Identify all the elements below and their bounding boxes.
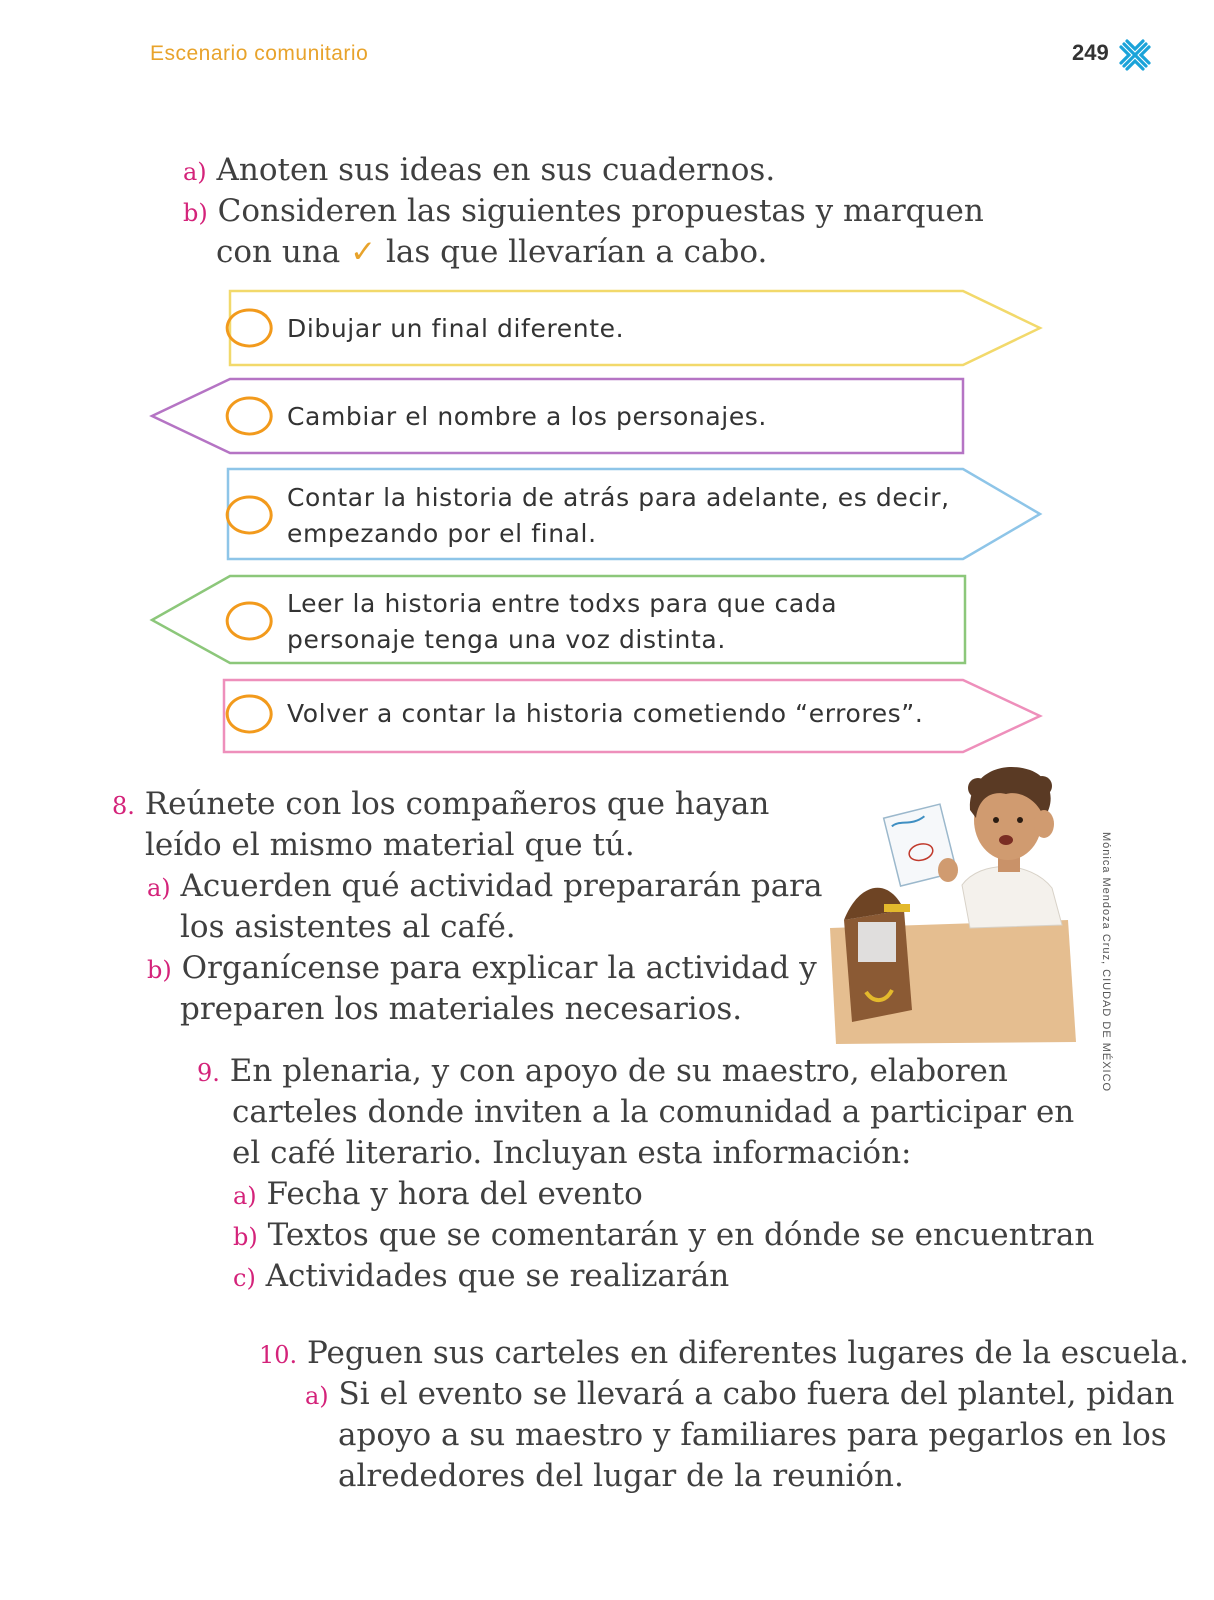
item8-a-cont: los asistentes al café. [180,909,516,945]
list-marker: a) [147,874,171,902]
list-marker: b) [233,1223,258,1251]
item10-a [305,1374,1174,1417]
item8-b-cont: preparen los materiales necesarios. [180,991,743,1027]
item9-text: En plenaria, y con apoyo de su maestro, elaboren [229,1053,1008,1089]
item9-cont-2: el café literario. Incluyan esta información: [232,1135,912,1171]
list-marker: a) [233,1182,257,1210]
list-marker: c) [233,1264,256,1292]
item7-b-text-2a: con una [216,234,341,270]
checkbox-circle-3 [227,497,271,533]
item9-a [233,1174,643,1217]
option-1-text: Dibujar un final diferente. [287,314,625,343]
item9-c [233,1256,729,1299]
option-4-text: Leer la historia entre todxs para que cada [287,589,838,618]
list-marker: b) [183,199,208,227]
section-title: Escenario comunitario [150,42,369,65]
checkbox-circle-4 [227,603,271,639]
item8-b-text: Organícense para explicar la actividad y [181,950,817,986]
item8-a [147,866,822,909]
item9-c-text: Actividades que se realizarán [265,1258,730,1294]
item8-cont: leído el mismo material que tú. [145,827,635,863]
illustration-credit: Mónica Mendoza Cruz, CIUDAD DE MÉXICO [1100,832,1112,1093]
checkbox-circle-5 [227,696,271,732]
option-5-text: Volver a contar la historia cometiendo “errores”. [287,699,924,728]
option-2-text: Cambiar el nombre a los personajes. [287,402,767,431]
item7-b-text: Consideren las siguientes propuestas y marquen [217,193,984,229]
list-marker: a) [305,1382,329,1410]
item10-a-cont-1: apoyo a su maestro y familiares para pegarlos en los [338,1417,1167,1453]
item7-b-text-2b: las que llevarían a cabo. [385,234,768,270]
item8-b [147,948,817,991]
item10-a-cont-2: alrededores del lugar de la reunión. [338,1458,904,1494]
option-4-text-2: personaje tenga una voz distinta. [287,625,726,654]
option-3-text: Contar la historia de atrás para adelante, es decir, [287,483,950,512]
option-3-text-2: empezando por el final. [287,519,597,548]
check-icon: ✓ [350,234,377,270]
item7-a-text: Anoten sus ideas en sus cuadernos. [216,152,776,188]
item9-cont-1: carteles donde inviten a la comunidad a participar en [232,1094,1075,1130]
list-marker: a) [183,158,207,186]
list-number: 9. [197,1059,220,1087]
list-number: 10. [259,1341,298,1369]
page-number: 249 [1072,40,1109,65]
item9 [197,1051,1008,1094]
item9-b-text: Textos que se comentarán y en dónde se encuentran [267,1217,1095,1253]
checkbox-circle-2 [227,398,271,434]
item9-a-text: Fecha y hora del evento [266,1176,643,1212]
item8-a-text: Acuerden qué actividad prepararán para [180,868,823,904]
item8-text: Reúnete con los compañeros que hayan [144,786,770,822]
item9-b [233,1215,1094,1258]
list-marker: b) [147,956,172,984]
item8 [112,784,769,827]
item10-text: Peguen sus carteles en diferentes lugares de la escuela. [307,1335,1189,1371]
item10 [259,1333,1189,1376]
item10-a-text: Si el evento se llevará a cabo fuera del plantel, pidan [338,1376,1175,1412]
illustration-child-with-book [830,760,1080,1050]
list-number: 8. [112,792,135,820]
checkbox-circle-1 [227,310,271,346]
